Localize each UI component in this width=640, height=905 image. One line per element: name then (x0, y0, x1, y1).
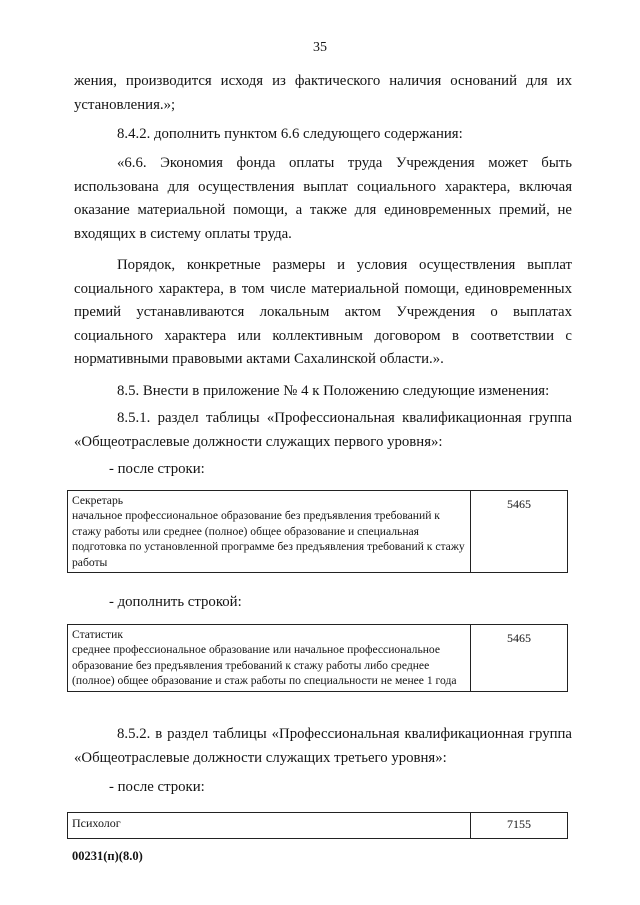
table-psychologist (67, 812, 568, 839)
position-title: Статистик (72, 628, 123, 641)
paragraph-8-5-1: 8.5.1. раздел таблицы «Профессиональная квалификационная группа «Общеотраслевые должности служащих первого уровня»: (74, 410, 572, 450)
page-number: 35 (313, 40, 327, 55)
label-add-row: - дополнить строкой: (109, 594, 242, 610)
label-after-row: - после строки: (109, 779, 205, 795)
table-statistician (67, 624, 568, 692)
table-row (68, 813, 568, 839)
position-requirements: среднее профессиональное образование или начальное профессиональное образование без предъявления требований к стажу работы либо среднее (полное) общее образование и стаж работы по специальности не менее 1 года (72, 643, 457, 688)
paragraph-8-5: 8.5. Внести в приложение № 4 к Положению следующие изменения: (117, 383, 550, 399)
table-cell-description (68, 491, 471, 573)
document-code: 00231(п)(8.0) (72, 849, 143, 863)
table-cell-description (68, 625, 471, 692)
table-secretary (67, 490, 568, 573)
table-cell-salary: 5465 (471, 491, 568, 573)
position-title: Секретарь (72, 494, 124, 507)
position-title: Психолог (68, 813, 471, 839)
table-row (68, 491, 568, 573)
table-row (68, 625, 568, 692)
paragraph-continuation (74, 70, 572, 117)
paragraph-6-6: «6.6. Экономия фонда оплаты труда Учреждения может быть использована для осуществления выплат социального характера, включая оказание материальной помощи, а также для единовременных премий, не входящих в систему оплаты труда. (74, 155, 572, 242)
table-cell-salary: 7155 (471, 813, 568, 839)
position-requirements: начальное профессиональное образование без предъявления требований к стажу работы или среднее (полное) общее образование и специальная подготовка по установленной программе без предъявления требований к стажу работы (72, 509, 465, 569)
paragraph-8-5-2: 8.5.2. в раздел таблицы «Профессиональная квалификационная группа «Общеотраслевые должности служащих третьего уровня»: (74, 726, 572, 766)
paragraph-8-4-2: 8.4.2. дополнить пунктом 6.6 следующего содержания: (117, 126, 463, 142)
paragraph-line: установления.»; (74, 96, 176, 113)
table-cell-salary: 5465 (471, 625, 568, 692)
label-after-row: - после строки: (109, 461, 205, 477)
paragraph-procedure: Порядок, конкретные размеры и условия осуществления выплат социального характера, в том числе материальной помощи, единовременных премий устанавливаются локальным актом Учреждения о выплатах социального характера или коллективным договором в соответствии с нормативными правовыми актами Сахалинской области.». (74, 257, 572, 367)
paragraph-line: жения, производится исходя из фактического наличия оснований для их (74, 73, 572, 89)
